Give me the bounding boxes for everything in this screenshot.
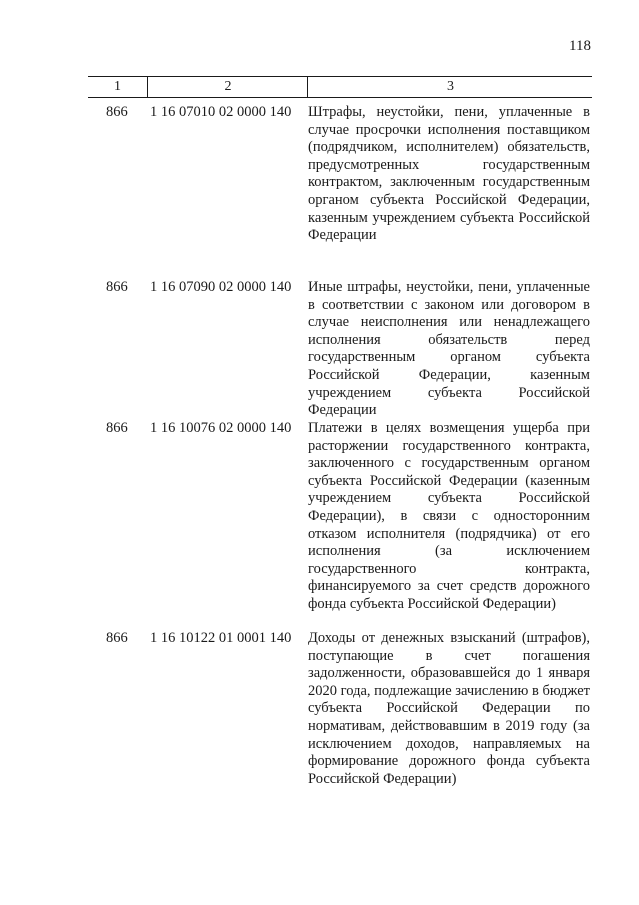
admin-code-cell: 866 xyxy=(106,279,128,295)
table-row xyxy=(88,420,592,630)
description-cell: Платежи в целях возмещения ущерба при расторжении государственного контракта, заключенного с государственным органом субъекта Российской Федерации (казенным учреждением субъекта Российской Федерации), в связи с односторонним отказом исполнителя (подрядчика) от его исполнения (за исключением государственного контракта, финансируемого за счет средств дорожного фонда субъекта Российской Федерации) xyxy=(308,420,590,612)
table-row xyxy=(88,104,592,279)
column-header-3: 3 xyxy=(307,77,593,97)
revenue-code-cell: 1 16 07010 02 0000 140 xyxy=(150,104,292,120)
column-header-2: 2 xyxy=(147,77,308,97)
revenue-code-cell: 1 16 10076 02 0000 140 xyxy=(150,420,292,436)
table-row xyxy=(88,279,592,420)
description-cell: Иные штрафы, неустойки, пени, уплаченные в соответствии с законом или договором в случае неисполнения или ненадлежащего исполнения обязательств перед государственным органом субъекта Российской Федерации, казенным учреждением субъекта Российской Федерации xyxy=(308,279,590,419)
admin-code-cell: 866 xyxy=(106,420,128,436)
table-row xyxy=(88,630,592,805)
revenue-code-cell: 1 16 07090 02 0000 140 xyxy=(150,279,292,295)
table-body xyxy=(88,104,592,805)
revenue-code-cell: 1 16 10122 01 0001 140 xyxy=(150,630,292,646)
description-cell: Доходы от денежных взысканий (штрафов), поступающие в счет погашения задолженности, образовавшейся до 1 января 2020 года, подлежащие зачислению в бюджет субъекта Российской Федерации по нормативам, действовавшим в 2019 году (за исключением доходов, направляемых на формирование дорожного фонда субъекта Российской Федерации) xyxy=(308,630,590,787)
admin-code-cell: 866 xyxy=(106,104,128,120)
table-header xyxy=(88,76,592,98)
column-header-1: 1 xyxy=(114,79,121,94)
page-number: 118 xyxy=(569,38,591,54)
description-cell: Штрафы, неустойки, пени, уплаченные в случае просрочки исполнения поставщиком (подрядчиком, исполнителем) обязательств, предусмотренных государственным контрактом, заключенным государственным органом субъекта Российской Федерации, казенным учреждением субъекта Российской Федерации xyxy=(308,104,590,244)
admin-code-cell: 866 xyxy=(106,630,128,646)
